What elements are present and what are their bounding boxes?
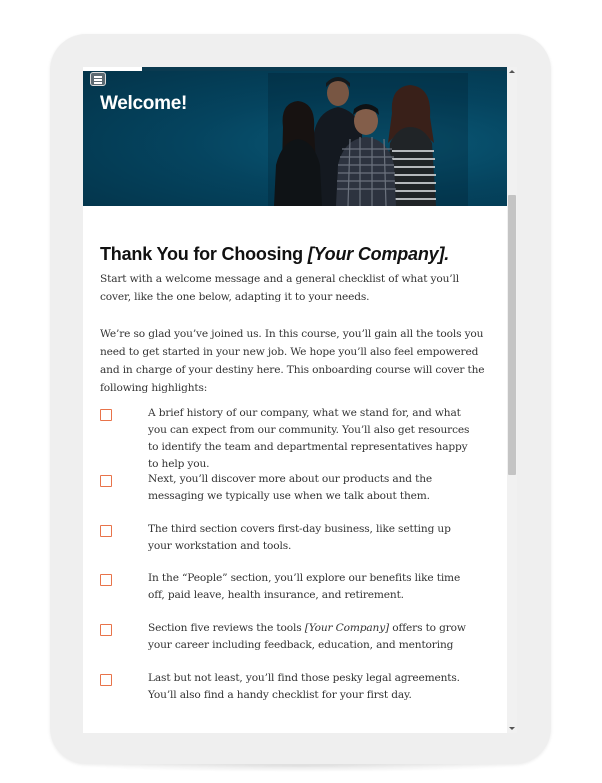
lesson-content [100,243,490,701]
item-text-before: Section five reviews the tools [148,622,305,634]
checkbox[interactable] [100,574,112,586]
scroll-up-arrow-icon[interactable] [509,70,515,73]
team-photo [268,73,468,206]
checkbox[interactable] [100,525,112,537]
checkbox[interactable] [100,409,112,421]
item-text-after: offers to grow your career including feedback, education, and mentoring [148,622,466,651]
checklist-item-text: Last but not least, you’ll find those pesky legal agreements. You’ll also find a handy checklist for your first day. [148,672,460,701]
title-company-placeholder: [Your Company]. [307,244,450,264]
hero-banner [83,67,507,206]
checkbox[interactable] [100,624,112,636]
checklist-item-text: A brief history of our company, what we stand for, and what you can expect from our community. You’ll also get resources to identify the team and departmental representatives happy to help you. [148,407,470,470]
item-company-placeholder: [Your Company] [304,622,390,634]
intro-paragraph: Start with a welcome message and a general checklist of what you’ll cover, like the one below, adapting it to your needs. [100,273,459,303]
checkbox[interactable] [100,475,112,487]
body-paragraph: We’re so glad you’ve joined us. In this course, you’ll gain all the tools you need to get started in your new job. We hope you’ll also feel empowered and in charge of your destiny here. This onboarding course will cover the following highlights: [100,328,485,394]
hero-title: Welcome! [100,93,187,114]
course-screen [83,67,517,733]
page-title [100,243,490,265]
course-progress-bar [83,67,507,71]
checklist-item-text: Next, you’ll discover more about our products and the messaging we typically use when we talk about them. [148,473,432,502]
checklist-item-text: In the “People” section, you’ll explore our benefits like time off, paid leave, health insurance, and retirement. [148,572,461,601]
checkbox[interactable] [100,674,112,686]
checklist-item-text: The third section covers first-day business, like setting up your workstation and tools. [148,523,451,552]
hamburger-menu-icon[interactable] [90,72,106,86]
title-prefix: Thank You for Choosing [100,244,308,264]
scroll-thumb[interactable] [508,195,516,475]
checklist-item-text [148,620,476,654]
course-progress-fill [83,67,142,71]
scroll-down-arrow-icon[interactable] [509,727,515,730]
scrollbar[interactable] [507,67,517,733]
